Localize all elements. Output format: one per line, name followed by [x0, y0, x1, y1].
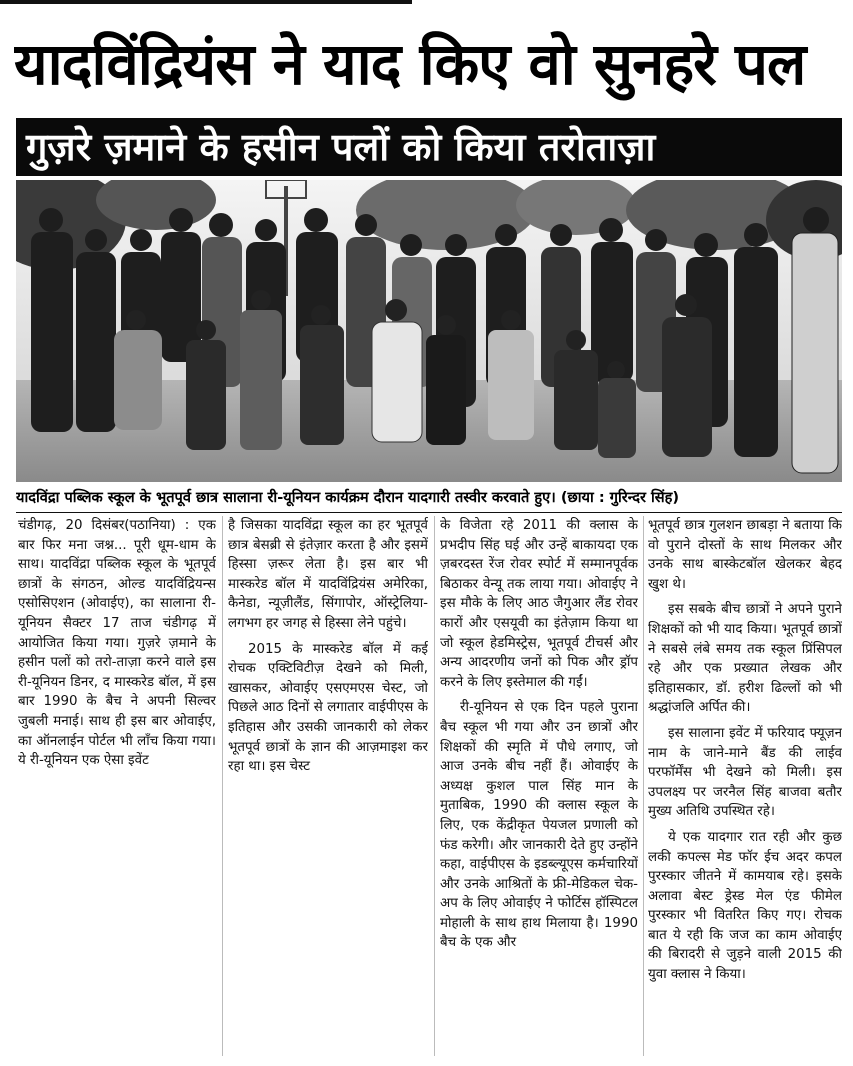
article-paragraph: इस सालाना इवेंट में फरियाद फ्यूज़न नाम के जाने-माने बैंड की लाईव परफॉर्मेंस भी देखने को मिली। इस उपलक्ष्य पर जरनैल सिंह बाजवा बतौर मुख्य अतिथि उपस्थित रहे। [648, 725, 842, 820]
article-paragraph: इस सबके बीच छात्रों ने अपने पुराने शिक्षकों को भी याद किया। भूतपूर्व छात्रों ने सबसे लंबे समय तक स्कूल प्रिंसिपल रहे और एक प्रख्यात लेखक और इतिहासकार, डॉ. हरीश ढिल्लों को भी श्रद्धांजलि अर्पित की। [648, 602, 842, 716]
headline: यादविंद्रियंस ने याद किए वो सुनहरे पल [14, 30, 806, 98]
column-rule [434, 516, 435, 1056]
article-paragraph: ये एक यादगार रात रही और कुछ लकी कपल्स मेड फॉर ईच अदर कपल पुरस्कार जीतने में कामयाब रहे। इसके अलावा बेस्ट ड्रेस्ड मेल एंड फीमेल पुरस्कार भी वितरित किए गए। रोचक बात ये रही कि जज का काम ओवाईए की बिरादरी से जुड़ने वाली 2015 की युवा क्लास ने किया। [648, 829, 842, 983]
group-photo [16, 180, 842, 482]
group-photo-image [16, 180, 842, 482]
top-rule [0, 0, 412, 4]
column-rule [643, 516, 644, 1056]
article-paragraph: के विजेता रहे 2011 की क्लास के प्रभदीप सिंह घई और उन्हें बाकायदा एक ज़बरदस्त रेंज रोवर स्पोर्ट में सम्मानपूर्वक बिठाकर वेन्यू तक लाया गया। ओवाईए ने इस मौके के लिए आठ जैगुआर लैंड रोवर कारों और एसयूवी का इंतेज़ाम किया था जो स्कूल हेडमिस्ट्रेस, भूतपूर्व टीचर्स और अन्य आदरणीय जनों को पिक और ड्रॉप करने के लिए इस्तेमाल की गईं। [440, 518, 638, 690]
article-column-3 [440, 516, 638, 1056]
article-column-1 [18, 516, 216, 1056]
article-column-2 [228, 516, 428, 1056]
subheadline-band [16, 118, 842, 176]
article-paragraph: है जिसका यादविंद्रा स्कूल का हर भूतपूर्व छात्र बेसब्री से इंतेज़ार करता है और इसमें हिस्सा ज़रूर लेता है। इस बार भी मास्करेड बॉल में यादविंद्रियंस अमेरिका, कैनेडा, न्यूज़ीलैंड, सिंगापोर, ऑस्ट्रेलिया- लगभग हर जगह से हिस्सा लेने पहुंचे। [228, 518, 428, 631]
subheadline: गुज़रे ज़माने के हसीन पलों को किया तरोताज़ा [26, 125, 656, 169]
article-paragraph: चंडीगढ़, 20 दिसंबर(पठानिया) : एक बार फिर मना जश्न... पूरी धूम-धाम के साथ। यादविंद्रा पब्लिक स्कूल के भूतपूर्व छात्रों के संगठन, ओल्ड यादविंद्रियन्स एसोसिएशन (ओवाईए), का सालाना री-यूनियन सैक्टर 17 ताज चंडीगढ़ में आयोजित किया गया। गुज़रे ज़माने के हसीन पलों को तरो-ताज़ा करने वाले इस री-यूनियन डिनर, द मास्करेड बॉल, में इस बार 1990 के बैच ने अपनी सिल्वर जुबली मनाई। साथ ही इस बार ओवाईए, का ऑनलाईन पोर्टल भी लॉंच किया गया। ये री-यूनियन एक ऐसा इवेंट [18, 518, 216, 769]
article-paragraph: 2015 के मास्करेड बॉल में कई रोचक एक्टिविटीज़ देखने को मिली, खासकर, ओवाईए एसएमएस चेस्ट, जो पिछले आठ दिनों से लगातार वाईपीएस के इतिहास और उसकी जानकारी को लेकर भूतपूर्व छात्रों के ज्ञान की आज़माइश कर रहा था। इस चेस्ट [228, 641, 428, 775]
article-column-4 [648, 516, 842, 1056]
article-paragraph: री-यूनियन से एक दिन पहले पुराना बैच स्कूल भी गया और उन छात्रों और शिक्षकों की स्मृति में पौधे लगाए, जो आज उनके बीच नहीं हैं। ओवाईए के अध्यक्ष कुशल पाल सिंह मान के मुताबिक, 1990 की क्लास स्कूल के लिए, एक केंद्रीकृत पेयजल प्रणाली को फंड करेगी। और जानकारी देते हुए उन्होंने कहा, वाईपीएस के इडब्ल्यूएस कर्मचारियों और उनके आश्रितों के फ्री-मेडिकल चेक-अप के लिए ओवाईए ने फोर्टिस हॉस्पिटल मोहाली के साथ हाथ मिलाया है। 1990 बैच के एक और [440, 700, 638, 951]
photo-caption: यादविंद्रा पब्लिक स्कूल के भूतपूर्व छात्र सालाना री-यूनियन कार्यक्रम दौरान यादगारी तस्वीर करवाते हुए। (छाया : गुरिन्दर सिंह) [16, 484, 842, 513]
article-paragraph: भूतपूर्व छात्र गुलशन छाबड़ा ने बताया कि वो पुराने दोस्तों के साथ मिलकर और उनके साथ बास्केटबॉल खेलकर बेहद खुश थे। [648, 518, 842, 592]
column-rule [222, 516, 223, 1056]
